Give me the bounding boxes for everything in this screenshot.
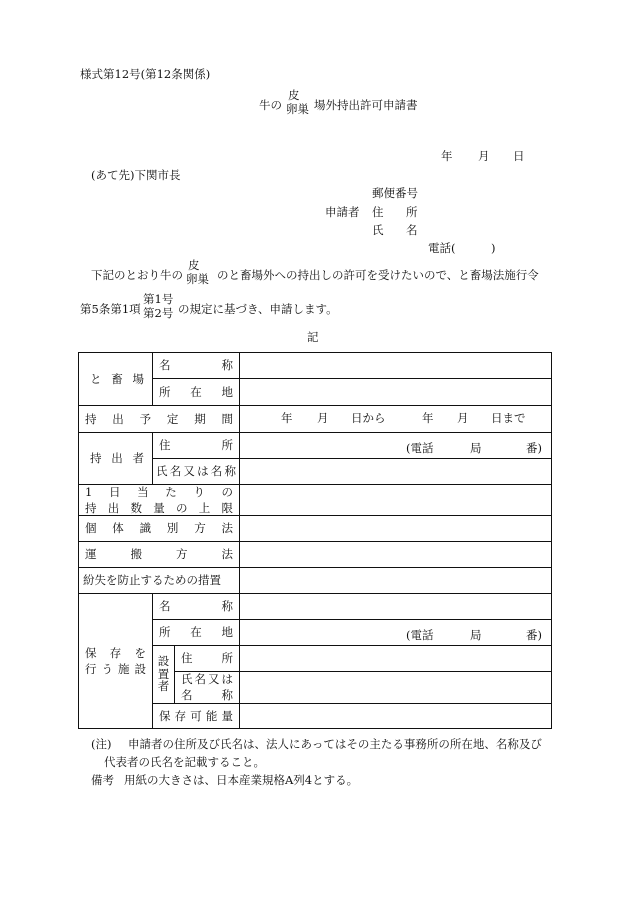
slaughterhouse-location-field[interactable] [240, 378, 551, 405]
body-clauses [143, 293, 173, 321]
body-part-1: 下記のとおり牛の [91, 268, 183, 282]
period-label [79, 405, 239, 432]
label-char: 搬 [130, 547, 142, 561]
body-part-4: の規定に基づき、申請します。 [178, 302, 338, 316]
label-char: と [90, 371, 102, 386]
label-char: 個 [85, 521, 97, 535]
title-prefix: 牛の [259, 98, 282, 112]
label-char: 氏 [181, 672, 193, 686]
label-char: 設 [157, 654, 170, 669]
label-char: 量 [221, 709, 233, 723]
label-char: 体 [112, 521, 124, 535]
label-char: 持 [85, 411, 97, 426]
applicant-name-label-1: 氏 [372, 223, 384, 237]
body-options [186, 259, 209, 287]
label-char: 住 [181, 651, 193, 665]
installer-name-line-2 [175, 687, 239, 703]
label-char: 者 [157, 679, 170, 694]
title-options [286, 89, 309, 117]
date-year: 年 [441, 149, 453, 163]
identification-label [79, 515, 239, 541]
installer-name-line-1 [175, 671, 239, 687]
applicant-name-label-2: 名 [406, 223, 418, 237]
label-char: 氏 [156, 464, 168, 478]
applicant-heading: 申請者 [325, 205, 360, 219]
installer-name-field[interactable] [240, 671, 551, 703]
loss-prevention-field[interactable] [240, 567, 551, 593]
title-option-ovary: 卵巣 [286, 101, 309, 116]
remark-label: 備考 [91, 773, 114, 787]
transport-label [79, 541, 239, 567]
period-to-month: 月 [457, 411, 469, 425]
body-option-skin: 皮 [188, 258, 200, 272]
label-char: 定 [166, 411, 179, 426]
slaughterhouse-name-field[interactable] [240, 352, 551, 378]
installer-label [153, 645, 174, 703]
period-from-day: 日から [351, 411, 386, 425]
label-char: 名 [194, 672, 206, 686]
label-char: 名 [169, 464, 182, 478]
applicant-phone-close: ) [491, 241, 496, 255]
label-char: 名 [181, 688, 193, 702]
label-char: 所 [221, 651, 233, 665]
label-char: 存 [174, 709, 187, 723]
label-char: 法 [221, 547, 233, 561]
label-char: 置 [157, 666, 170, 681]
slaughterhouse-label [84, 352, 150, 405]
installer-address-label [175, 645, 239, 671]
label-char: 所 [221, 438, 233, 452]
period-from-year: 年 [281, 411, 293, 425]
label-char: 又 [183, 464, 195, 478]
label-char: 名 [159, 358, 171, 372]
addressee: (あて先)下関市長 [91, 168, 181, 182]
period-to-year: 年 [422, 411, 434, 425]
label-char: 在 [190, 384, 202, 399]
storage-name-label [153, 593, 239, 619]
transport-field[interactable] [240, 541, 551, 567]
label-char: 能 [205, 709, 218, 723]
label-char: 出 [111, 451, 123, 465]
label-char: 量 [153, 500, 165, 515]
label-char: の [221, 484, 233, 499]
storage-location-label [153, 619, 239, 645]
note-label: (注) [91, 737, 112, 751]
label-char: 法 [221, 521, 233, 535]
slaughterhouse-location-label [153, 378, 239, 405]
label-char: 持 [90, 451, 102, 465]
label-char: 保 [85, 646, 97, 660]
carrier-phone-exchange: 局 [470, 441, 482, 455]
label-char: 場 [132, 371, 144, 386]
label-char: 所 [159, 384, 171, 399]
storage-phone-exchange: 局 [470, 628, 482, 642]
label-char: 方 [176, 547, 188, 561]
date-day: 日 [513, 149, 525, 163]
label-char: 当 [137, 484, 149, 499]
storage-phone-number: 番) [526, 628, 542, 642]
label-char: 持 [85, 500, 97, 515]
label-char: 称 [224, 464, 236, 478]
period-from-month: 月 [317, 411, 329, 425]
label-char: 名 [210, 464, 223, 478]
title-option-skin: 皮 [288, 88, 300, 102]
label-char: 名 [159, 599, 171, 613]
label-char: 地 [221, 625, 233, 639]
carrier-name-label [153, 458, 239, 484]
body-option-ovary: 卵巣 [186, 271, 209, 286]
label-char: 限 [221, 500, 233, 515]
label-char: 住 [159, 438, 171, 452]
label-char: 施 [118, 662, 130, 676]
label-char: 予 [139, 411, 152, 426]
period-field[interactable] [240, 405, 551, 432]
postal-code-label: 郵便番号 [372, 186, 418, 200]
label-char: 数 [130, 500, 142, 515]
loss-prevention-label: 紛失を防止するための措置 [83, 573, 221, 587]
label-char: 行 [85, 662, 97, 676]
storage-phone-label: (電話 [406, 628, 434, 642]
label-char: 保 [159, 709, 171, 723]
label-char: 者 [132, 451, 144, 465]
carrier-label [84, 432, 150, 484]
body-clause-1: 第1号 [143, 292, 174, 306]
storage-name-field[interactable] [240, 593, 551, 619]
title-suffix: 場外持出許可申請書 [314, 98, 418, 112]
label-char: 設 [134, 662, 146, 676]
label-char: の [176, 500, 188, 515]
label-char: 期 [194, 411, 206, 426]
installer-name-label [175, 671, 239, 703]
label-char: 所 [159, 625, 171, 639]
storage-label-line-2 [79, 661, 152, 677]
label-char: 上 [198, 500, 211, 515]
body-clause-2: 第2号 [143, 305, 174, 320]
label-char: う [101, 662, 113, 676]
label-char: た [165, 484, 177, 499]
body-part-3: 第5条第1項 [80, 302, 141, 316]
label-char: 称 [221, 599, 233, 613]
label-char: は [197, 464, 209, 478]
identification-field[interactable] [240, 515, 551, 541]
label-char: 方 [194, 521, 206, 535]
remark-text: 用紙の大きさは、日本産業規格A列4とする。 [124, 773, 359, 787]
label-char: を [134, 646, 146, 660]
label-char: 可 [190, 709, 202, 723]
daily-max-line-1 [79, 484, 239, 500]
label-char: 間 [221, 411, 233, 426]
carrier-phone-number: 番) [526, 441, 542, 455]
label-char: 称 [221, 358, 233, 372]
label-char: 1 [85, 484, 93, 499]
label-char: 出 [112, 411, 124, 426]
label-char: 別 [166, 521, 179, 535]
label-char: 出 [107, 500, 120, 515]
storage-label-line-1 [79, 645, 152, 661]
form-number: 様式第12号(第12条関係) [80, 67, 211, 81]
carrier-address-label [153, 432, 239, 458]
installer-address-field[interactable] [240, 645, 551, 671]
note-line-1: 申請者の住所及び氏名は、法人にあってはその主たる事務所の所在地、名称及び [128, 737, 542, 751]
daily-max-line-2 [79, 500, 239, 516]
label-char: 又 [208, 672, 220, 686]
label-char: 識 [139, 521, 152, 535]
applicant-address-label-2: 所 [406, 205, 418, 219]
ki-heading: 記 [307, 330, 319, 344]
label-char: 畜 [111, 371, 123, 386]
label-char: 在 [190, 625, 202, 639]
storage-capacity-field[interactable] [240, 703, 551, 729]
storage-location-field[interactable] [240, 619, 551, 645]
label-char: 日 [108, 484, 121, 499]
carrier-phone-label: (電話 [406, 441, 434, 455]
daily-max-label [79, 484, 239, 515]
body-part-2: のと畜場外への持出しの許可を受けたいので、と畜場法施行令 [217, 268, 539, 282]
label-char: 存 [109, 646, 122, 660]
label-char: 地 [221, 384, 233, 399]
label-char: 称 [221, 688, 233, 702]
note-line-2: 代表者の氏名を記載すること。 [104, 755, 265, 769]
carrier-address-field[interactable] [240, 432, 551, 458]
daily-max-field[interactable] [240, 484, 551, 515]
applicant-address-label-1: 住 [372, 205, 384, 219]
label-char: り [193, 484, 205, 499]
date-month: 月 [478, 149, 490, 163]
storage-capacity-label [153, 703, 239, 729]
label-char: 運 [85, 547, 97, 561]
applicant-phone-label: 電話( [428, 241, 456, 255]
carrier-name-field[interactable] [240, 458, 551, 484]
storage-facility-label [79, 593, 152, 729]
period-to-day: 日まで [491, 411, 526, 425]
slaughterhouse-name-label [153, 352, 239, 378]
label-char: は [221, 672, 233, 686]
